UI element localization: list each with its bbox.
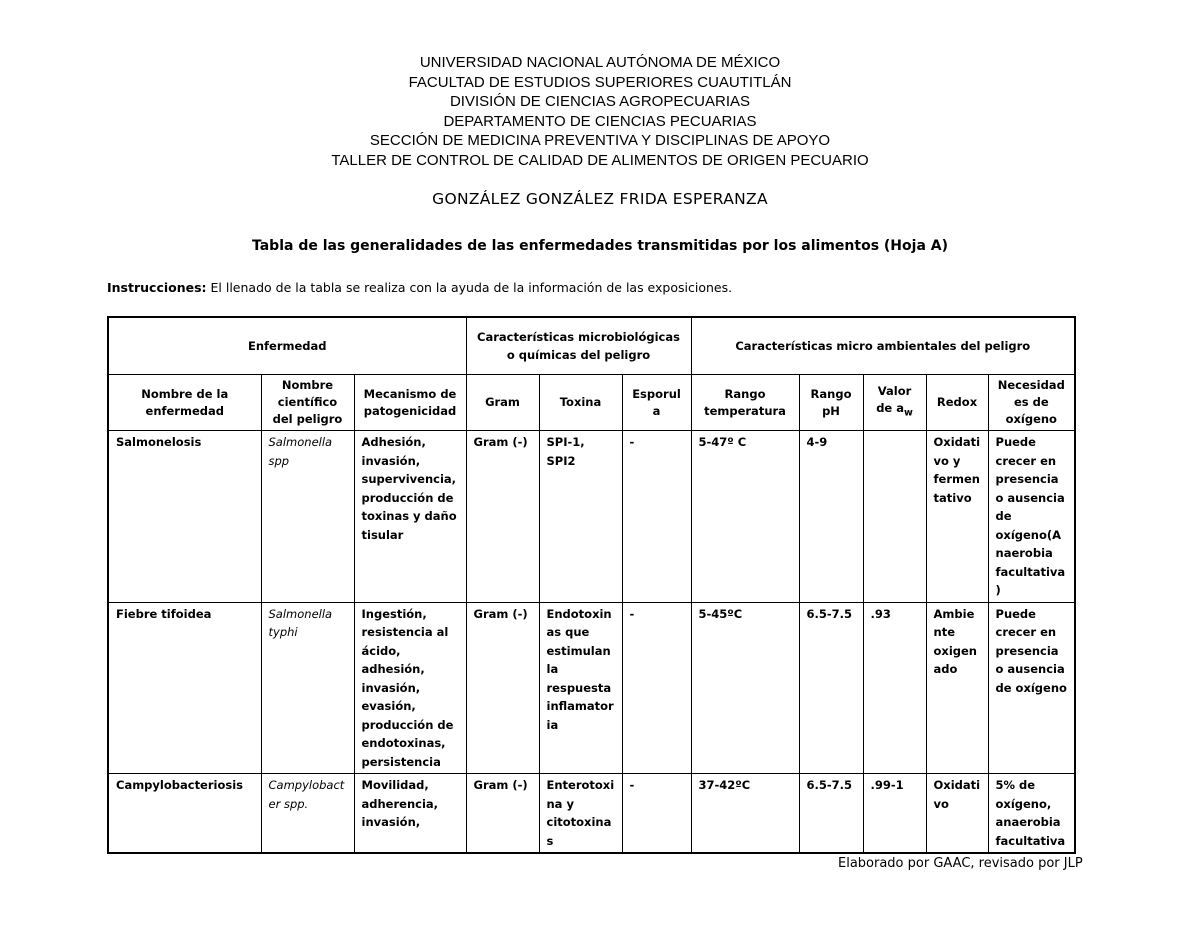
institution-header bbox=[0, 53, 1200, 170]
footer-credit: Elaborado por GAAC, revisado por JLP bbox=[838, 856, 1083, 871]
group-header-enfermedad: Enfermedad bbox=[108, 317, 466, 375]
cell-nombre: Campylobacteriosis bbox=[108, 774, 261, 854]
col-header-aw bbox=[863, 375, 926, 431]
cell-oxigeno: Puede crecer en presencia o ausencia de oxígeno(Anaerobia facultativa) bbox=[988, 431, 1075, 603]
cell-gram: Gram (-) bbox=[466, 431, 539, 603]
col-header-temp: Rango temperatura bbox=[691, 375, 799, 431]
cell-oxigeno: Puede crecer en presencia o ausencia de oxígeno bbox=[988, 602, 1075, 774]
cell-temp: 37-42ºC bbox=[691, 774, 799, 854]
col-header-toxina: Toxina bbox=[539, 375, 622, 431]
col-header-cientifico: Nombre científico del peligro bbox=[261, 375, 354, 431]
table-row bbox=[108, 774, 1075, 854]
author-name: GONZÁLEZ GONZÁLEZ FRIDA ESPERANZA bbox=[432, 190, 768, 208]
document-title: Tabla de las generalidades de las enfermedades transmitidas por los alimentos (Hoja A) bbox=[251, 238, 948, 254]
column-header-row bbox=[108, 375, 1075, 431]
aw-prefix: Valor de a bbox=[876, 384, 912, 416]
col-header-oxigeno: Necesidad es de oxígeno bbox=[988, 375, 1075, 431]
group-header-micro: Características microbiológicas o químicas del peligro bbox=[466, 317, 691, 375]
cell-gram: Gram (-) bbox=[466, 602, 539, 774]
aw-subscript: w bbox=[903, 407, 913, 419]
header-line: SECCIÓN DE MEDICINA PREVENTIVA Y DISCIPLINAS DE APOYO bbox=[369, 132, 831, 149]
instructions-label: Instrucciones: bbox=[107, 280, 207, 295]
cell-ph: 6.5-7.5 bbox=[799, 774, 863, 854]
cell-mecanismo: Adhesión, invasión, supervivencia, producción de toxinas y daño tisular bbox=[354, 431, 466, 603]
header-line: DEPARTAMENTO DE CIENCIAS PECUARIAS bbox=[443, 112, 757, 130]
table-row bbox=[108, 602, 1075, 774]
cell-mecanismo: Ingestión, resistencia al ácido, adhesión, invasión, evasión, producción de endotoxinas, persistencia bbox=[354, 602, 466, 774]
header-line: UNIVERSIDAD NACIONAL AUTÓNOMA DE MÉXICO bbox=[419, 54, 781, 71]
cell-temp: 5-47º C bbox=[691, 431, 799, 603]
table-row bbox=[108, 431, 1075, 603]
cell-mecanismo: Movilidad, adherencia, invasión, bbox=[354, 774, 466, 854]
cell-aw: .93 bbox=[863, 602, 926, 774]
cell-redox: Oxidativo y fermentativo bbox=[926, 431, 988, 603]
cell-cientifico: Salmonella spp bbox=[261, 431, 354, 603]
cell-aw bbox=[863, 431, 926, 603]
cell-toxina: Enterotoxina y citotoxinas bbox=[539, 774, 622, 854]
cell-redox: Ambiente oxigenado bbox=[926, 602, 988, 774]
cell-esporula: - bbox=[622, 602, 691, 774]
cell-esporula: - bbox=[622, 431, 691, 603]
cell-cientifico: Salmonella typhi bbox=[261, 602, 354, 774]
cell-toxina: SPI-1, SPI2 bbox=[539, 431, 622, 603]
instructions-text: El llenado de la tabla se realiza con la ayuda de la información de las exposiciones. bbox=[206, 280, 733, 295]
cell-aw: .99-1 bbox=[863, 774, 926, 854]
cell-redox: Oxidativo bbox=[926, 774, 988, 854]
col-header-esporula: Esporula bbox=[622, 375, 691, 431]
cell-esporula: - bbox=[622, 774, 691, 854]
diseases-table bbox=[107, 316, 1076, 854]
cell-cientifico: Campylobacter spp. bbox=[261, 774, 354, 854]
group-header-ambient: Características micro ambientales del peligro bbox=[691, 317, 1075, 375]
col-header-gram: Gram bbox=[466, 375, 539, 431]
cell-nombre: Fiebre tifoidea bbox=[108, 602, 261, 774]
cell-toxina: Endotoxinas que estimulan la respuesta inflamatoria bbox=[539, 602, 622, 774]
cell-oxigeno: 5% de oxígeno, anaerobia facultativa bbox=[988, 774, 1075, 854]
header-line: TALLER DE CONTROL DE CALIDAD DE ALIMENTOS DE ORIGEN PECUARIO bbox=[331, 151, 869, 169]
instructions bbox=[107, 280, 732, 295]
header-line: DIVISIÓN DE CIENCIAS AGROPECUARIAS bbox=[449, 93, 751, 110]
col-header-mecanismo: Mecanismo de patogenicidad bbox=[354, 375, 466, 431]
cell-gram: Gram (-) bbox=[466, 774, 539, 854]
cell-temp: 5-45ºC bbox=[691, 602, 799, 774]
col-header-ph: Rango pH bbox=[799, 375, 863, 431]
col-header-redox: Redox bbox=[926, 375, 988, 431]
cell-ph: 4-9 bbox=[799, 431, 863, 603]
header-line: FACULTAD DE ESTUDIOS SUPERIORES CUAUTITLÁN bbox=[408, 73, 792, 91]
col-header-nombre: Nombre de la enfermedad bbox=[108, 375, 261, 431]
cell-ph: 6.5-7.5 bbox=[799, 602, 863, 774]
group-header-row bbox=[108, 317, 1075, 375]
cell-nombre: Salmonelosis bbox=[108, 431, 261, 603]
